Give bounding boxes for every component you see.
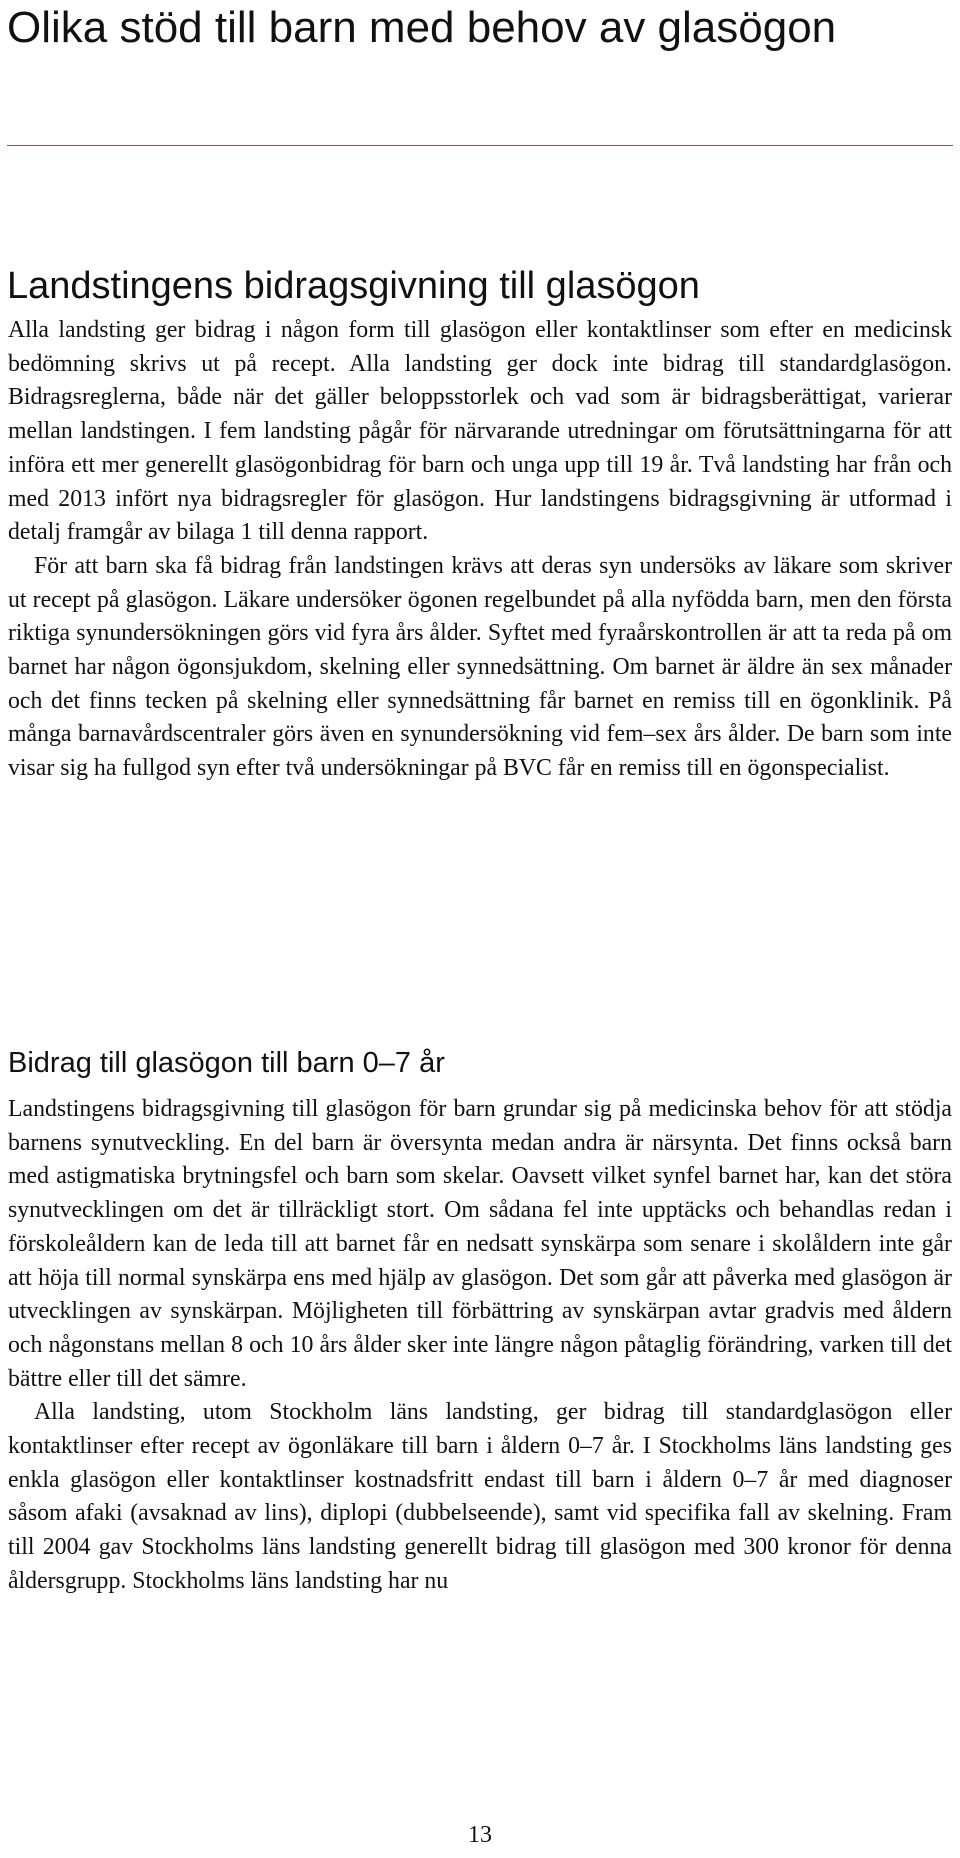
subsection-body: [8, 1093, 952, 1599]
section-body: [8, 314, 952, 786]
body-paragraph: Landstingens bidragsgivning till glasögon för barn grundar sig på medicinska behov för att stödja barnens synutveckling. En del barn är översynta medan andra är närsynta. Det finns också barn med astigmatiska brytningsfel och barn som skelar. Oavsett vilket synfel barnet har, kan det störa synutvecklingen om det är tillräckligt stort. Om sådana fel inte upptäcks och behandlas redan i förskoleåldern kan de leda till att barnet får en nedsatt synskärpa som senare i skolåldern inte går att höja till normal synskärpa ens med hjälp av glasögon. Det som går att påverka med glasögon är utvecklingen av synskärpan. Möjligheten till förbättring av synskärpan avtar gradvis med åldern och någonstans mellan 8 och 10 års ålder sker inte längre någon påtaglig förändring, varken till det bättre eller till det sämre.: [8, 1096, 952, 1392]
body-paragraph: Alla landsting ger bidrag i någon form till glasögon eller kontaktlinser som efter en medicinsk bedömning skrivs ut på recept. Alla landsting ger dock inte bidrag till standardglasögon. Bidragsreglerna, både när det gäller beloppsstorlek och vad som är bidragsberättigat, varierar mellan landstingen. I fem landsting pågår för närvarande utredningar om förutsättningarna för att införa ett mer generellt glasögonbidrag för barn och unga upp till 19 år. Två landsting har från och med 2013 infört nya bidragsregler för glasögon. Hur landstingens bidragsgivning är utformad i detalj framgår av bilaga 1 till denna rapport.: [8, 317, 952, 546]
subsection-heading: Bidrag till glasögon till barn 0–7 år: [8, 1047, 445, 1079]
page-number: 13: [468, 1822, 492, 1848]
body-paragraph: Alla landsting, utom Stockholm läns landsting, ger bidrag till standardglasögon eller kontaktlinser efter recept av ögonläkare till barn i åldern 0–7 år. I Stockholms läns landsting ges enkla glasögon eller kontaktlinser kostnadsfritt endast till barn i åldern 0–7 år med diagnoser såsom afaki (avsaknad av lins), diplopi (dubbelseende), samt vid specifika fall av skelning. Fram till 2004 gav Stockholms läns landsting generellt bidrag till glasögon med 300 kronor för denna åldersgrupp. Stockholms läns landsting har nu: [8, 1399, 952, 1594]
page-title: Olika stöd till barn med behov av glasögon: [7, 3, 837, 52]
body-paragraph: För att barn ska få bidrag från landstingen krävs att deras syn undersöks av läkare som skriver ut recept på glasögon. Läkare undersöker ögonen regelbundet på alla nyfödda barn, men den första riktiga synundersökningen görs vid fyra års ålder. Syftet med fyraårskontrollen är att ta reda på om barnet har någon ögonsjukdom, skelning eller synnedsättning. Om barnet är äldre än sex månader och det finns tecken på skelning eller synnedsättning får barnet en remiss till en ögonklinik. På många barnavårdscentraler görs även en synundersökning vid fem–sex års ålder. De barn som inte visar sig ha fullgod syn efter två undersökningar på BVC får en remiss till en ögonspecialist.: [8, 552, 952, 782]
section-heading: Landstingens bidragsgivning till glasögon: [7, 265, 700, 307]
title-divider: [7, 145, 953, 146]
